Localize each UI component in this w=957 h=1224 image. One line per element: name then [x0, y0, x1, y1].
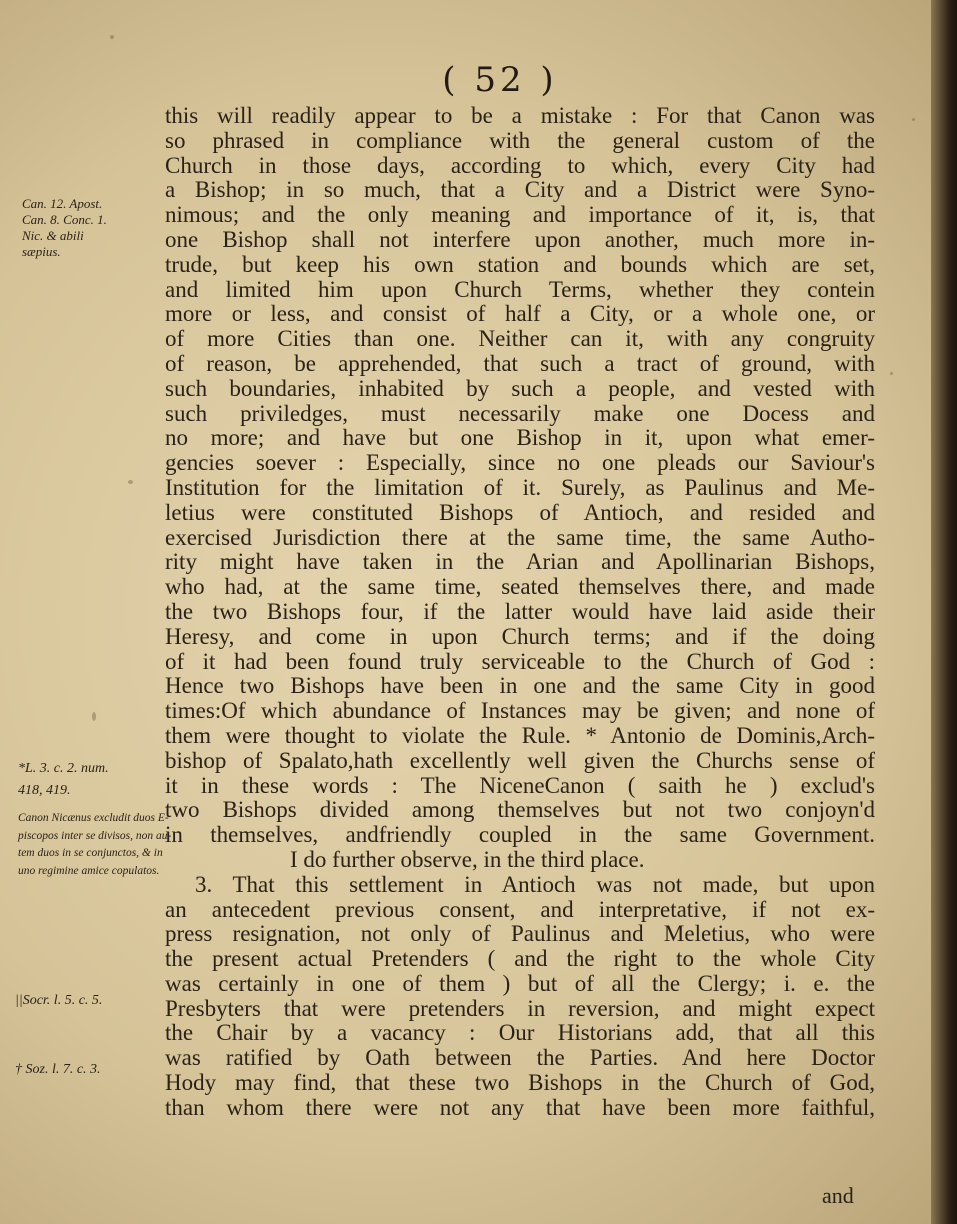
margin-note-line: tem duos in se conjunctos, & in — [18, 847, 163, 859]
text-line: this will readily appear to be a mistake : For that Canon was — [165, 104, 875, 128]
margin-note-line: Canon Nicænus excludit duos E- — [18, 812, 169, 824]
paper-speck — [890, 372, 893, 375]
text-line: press resignation, not only of Paulinus and Meletius, who were — [165, 922, 875, 947]
text-line: them were thought to violate the Rule. * Antonio de Dominis,Arch- — [165, 723, 875, 748]
text-line: the present actual Pretenders ( and the right to the whole City — [165, 947, 875, 972]
text-line: such priviledges, must necessarily make one Docess and — [165, 401, 875, 426]
text-line: Hence two Bishops have been in one and the same City in good — [165, 674, 875, 699]
body-text — [165, 104, 875, 1121]
text-line: Hody may find, that these two Bishops in the Church of God, — [165, 1071, 875, 1096]
margin-note-line: sæpius. — [22, 244, 61, 259]
text-line: than whom there were not any that have been more faithful, — [165, 1095, 875, 1120]
margin-note-line: piscopos inter se divisos, non au- — [18, 829, 172, 842]
text-line: an antecedent previous consent, and interpretative, if not ex- — [165, 897, 875, 922]
page-number: ( 52 ) — [442, 60, 558, 100]
text-line: trude, but keep his own station and bounds which are set, — [165, 252, 875, 277]
margin-note-socrates: ||Socr. l. 5. c. 5. — [15, 993, 103, 1008]
text-line: such boundaries, inhabited by such a people, and vested with — [165, 376, 875, 401]
text-line: more or less, and consist of half a City, or a whole one, or — [165, 302, 875, 327]
text-line: I do further observe, in the third place. — [290, 847, 645, 872]
text-line: one Bishop shall not interfere upon another, much more in- — [165, 227, 875, 252]
text-line: in themselves, andfriendly coupled in the same Government. — [165, 823, 875, 848]
margin-note-line: Nic. & abili — [22, 228, 84, 243]
text-line: no more; and have but one Bishop in it, upon what emer- — [165, 426, 875, 451]
text-line: rity might have taken in the Arian and Apollinarian Bishops, — [165, 550, 875, 575]
text-line: letius were constituted Bishops of Antioch, and resided and — [165, 500, 875, 525]
margin-note-line: Can. 12. Apost. — [22, 196, 103, 211]
text-line: of it had been found truly serviceable to the Church of God : — [165, 649, 875, 674]
text-line: of more Cities than one. Neither can it, with any congruity — [165, 327, 875, 352]
catchword: and — [822, 1183, 854, 1208]
text-line: Presbyters that were pretenders in reversion, and might expect — [165, 996, 875, 1021]
text-line: and limited him upon Church Terms, whether they contein — [165, 277, 875, 302]
margin-note-line: *L. 3. c. 2. num. — [18, 761, 109, 776]
text-line: was ratified by Oath between the Parties. And here Doctor — [165, 1046, 875, 1071]
text-line: who had, at the same time, seated themselves there, and made — [165, 575, 875, 600]
margin-note-line: 418, 419. — [18, 783, 71, 798]
text-line: so phrased in compliance with the general custom of the — [165, 128, 875, 153]
paper-speck — [912, 118, 915, 121]
margin-note-sozomen: † Soz. l. 7. c. 3. — [15, 1062, 101, 1077]
text-line: a Bishop; in so much, that a City and a District were Syno- — [165, 178, 875, 203]
text-line: was certainly in one of them ) but of all the Clergy; i. e. the — [165, 971, 875, 996]
paper-speck — [110, 35, 114, 39]
margin-note-line: uno regimine amice copulatos. — [18, 864, 160, 877]
text-line: 3. That this settlement in Antioch was not made, but upon — [195, 872, 875, 897]
text-line: the two Bishops four, if the latter would have laid aside their — [165, 599, 875, 624]
margin-note-canon — [22, 196, 107, 260]
text-line: bishop of Spalato,hath excellently well given the Churchs sense of — [165, 748, 875, 773]
margin-note-line: Can. 8. Conc. 1. — [22, 212, 107, 227]
text-line: two Bishops divided among themselves but not two conjoyn'd — [165, 798, 875, 823]
text-line: Institution for the limitation of it. Surely, as Paulinus and Me- — [165, 475, 875, 500]
text-line: times:Of which abundance of Instances may be given; and none of — [165, 699, 875, 724]
margin-note-dominis-ref — [18, 758, 109, 802]
text-line: Church in those days, according to which, every City had — [165, 153, 875, 178]
text-line: exercised Jurisdiction there at the same time, the same Autho- — [165, 525, 875, 550]
text-line: gencies soever : Especially, since no one pleads our Saviour's — [165, 451, 875, 476]
text-line: it in these words : The NiceneCanon ( saith he ) exclud's — [165, 773, 875, 798]
book-spine-shadow — [931, 0, 957, 1224]
margin-note-latin-quote — [18, 810, 172, 880]
text-line: the Chair by a vacancy : Our Historians add, that all this — [165, 1021, 875, 1046]
paper-speck — [92, 712, 96, 721]
paper-speck — [128, 480, 133, 484]
text-line: of reason, be apprehended, that such a tract of ground, with — [165, 351, 875, 376]
text-line: Heresy, and come in upon Church terms; and if the doing — [165, 624, 875, 649]
text-line: nimous; and the only meaning and importance of it, is, that — [165, 203, 875, 228]
